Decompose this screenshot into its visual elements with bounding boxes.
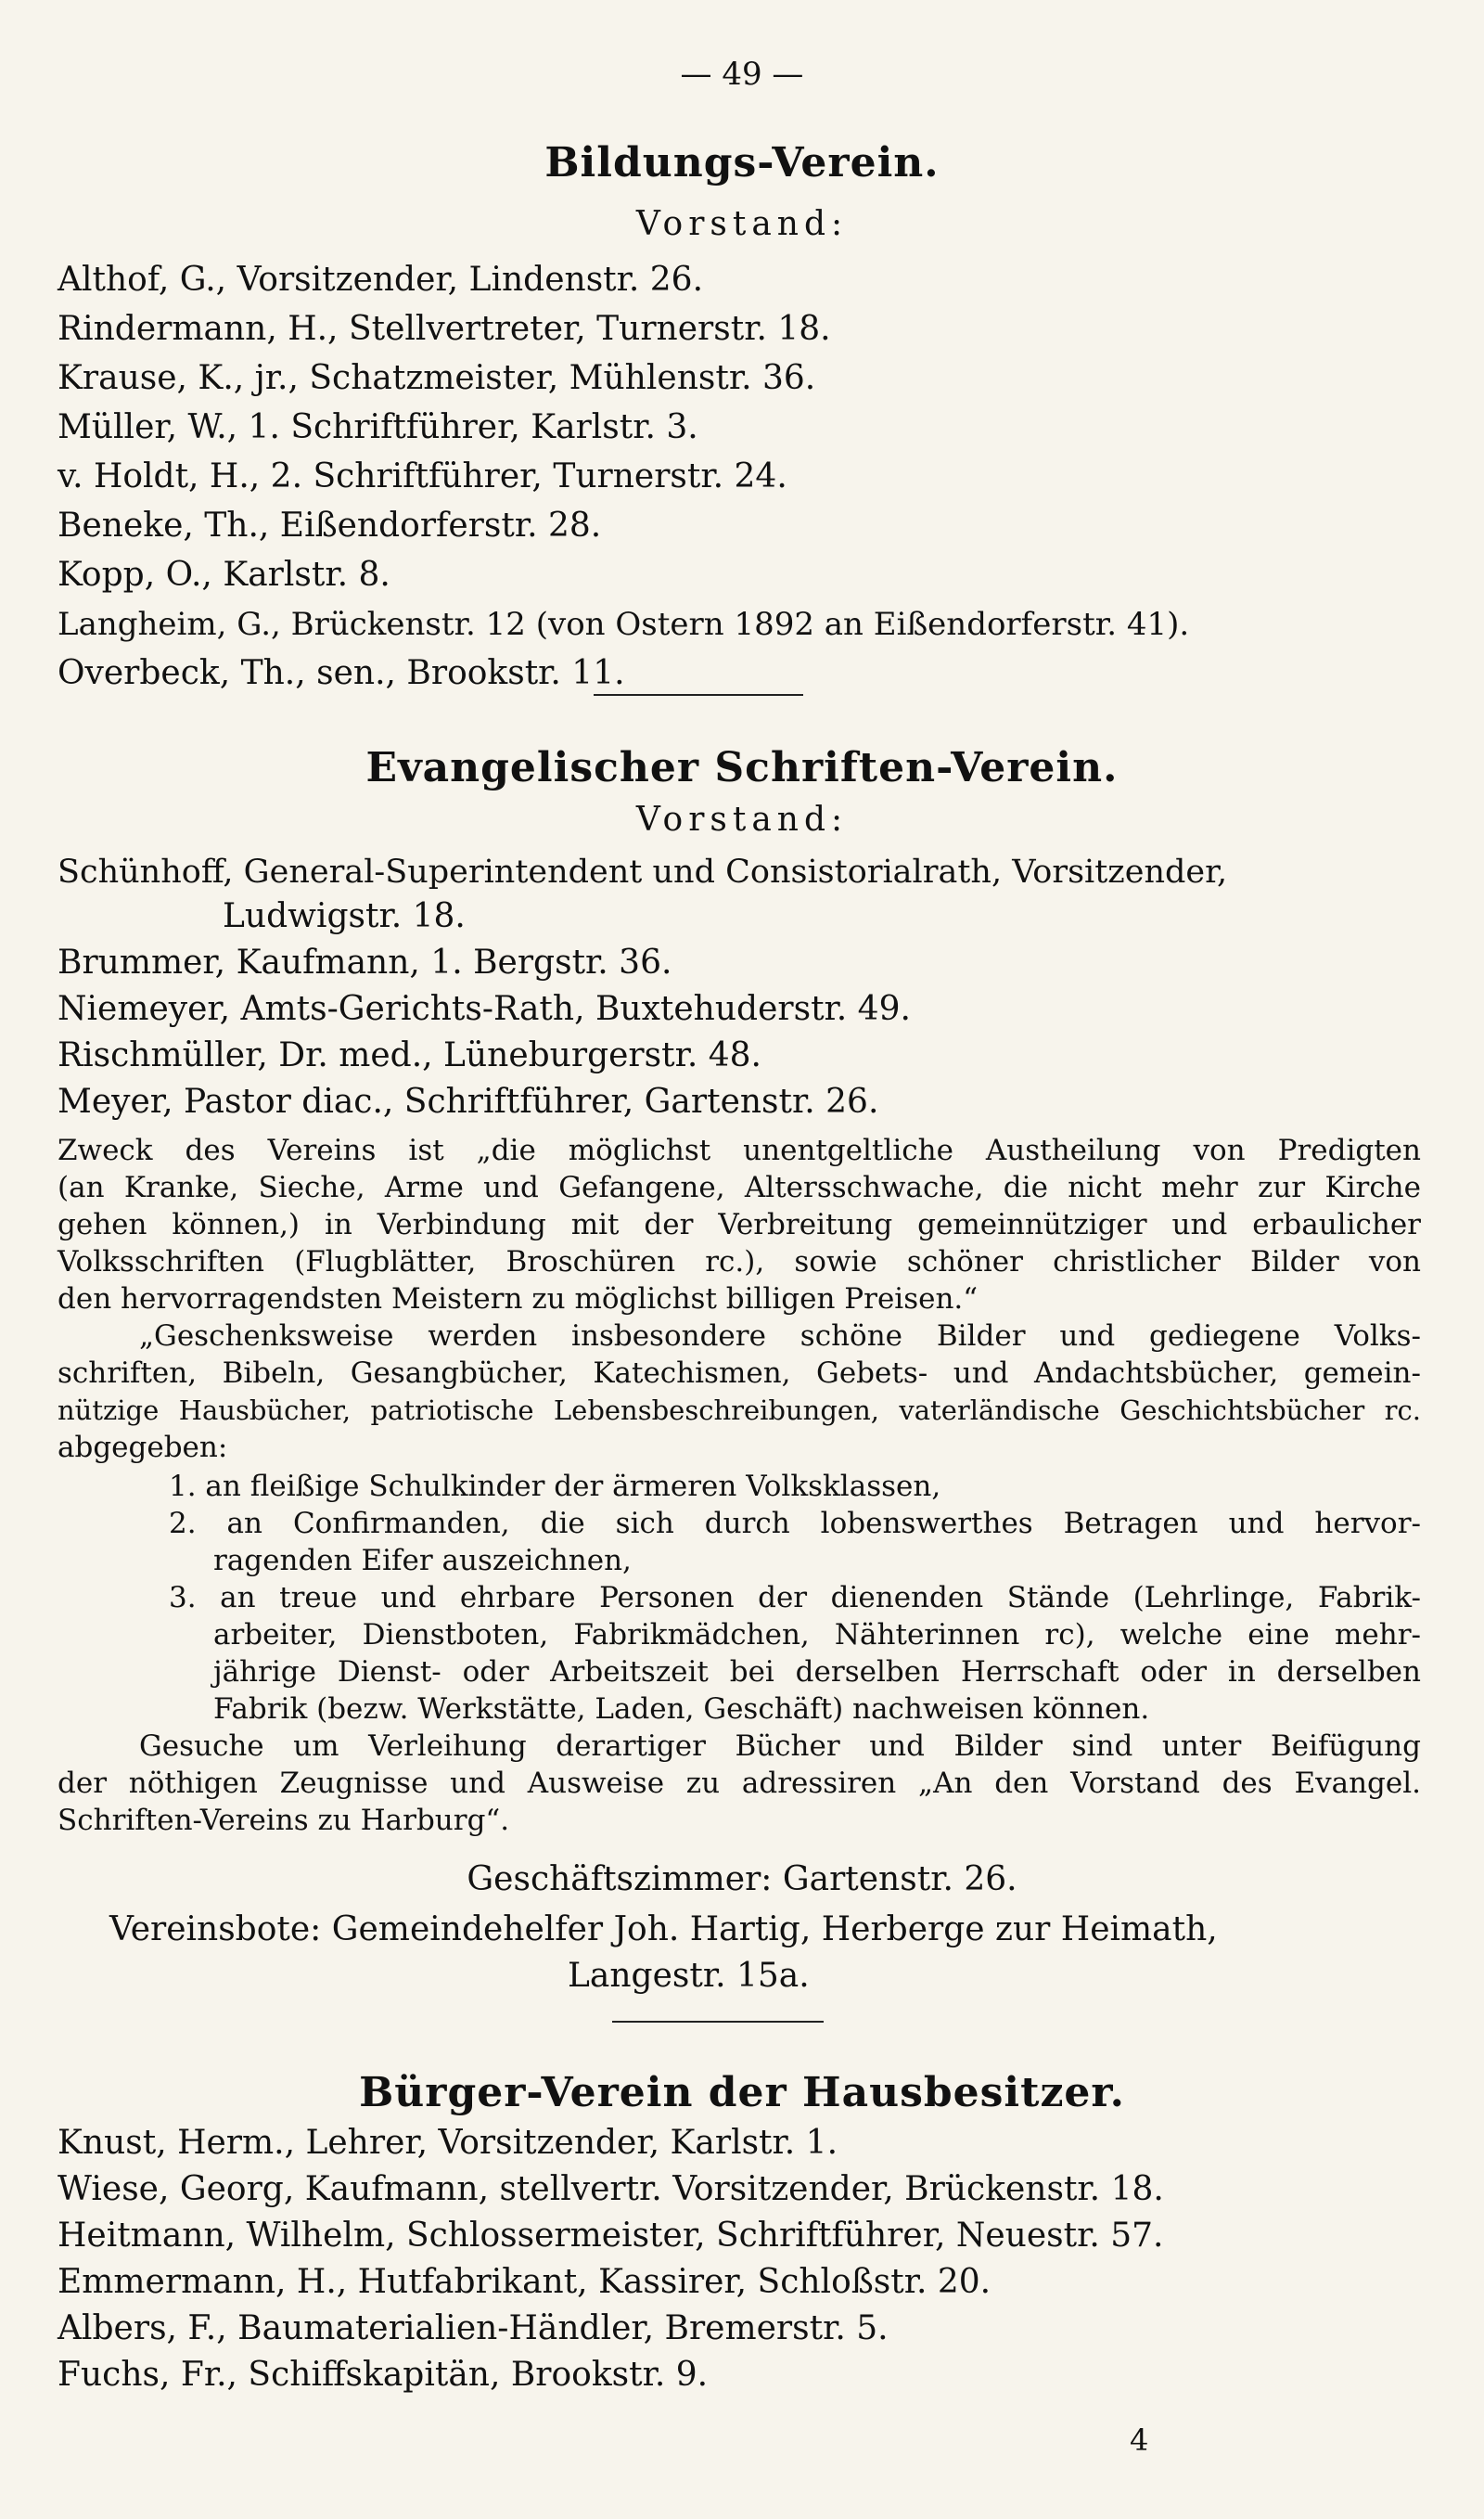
member-entry: Kopp, O., Karlstr. 8. — [58, 556, 390, 594]
member-entry: Schünhoff, General-Superintendent und Consistorialrath, Vorsitzender, — [58, 854, 1228, 891]
member-entry: Niemeyer, Amts-Gerichts-Rath, Buxtehuderstr. 49. — [58, 990, 911, 1028]
section-title-bildungs-verein: Bildungs-Verein. — [544, 139, 940, 186]
member-entry: Wiese, Georg, Kaufmann, stellvertr. Vorsitzender, Brückenstr. 18. — [58, 2170, 1164, 2208]
member-entry: Heitmann, Wilhelm, Schlossermeister, Schriftführer, Neuestr. 57. — [58, 2217, 1164, 2255]
section-subtitle: Vorstand: — [635, 801, 849, 839]
member-entry: Emmermann, H., Hutfabrikant, Kassirer, Schloßstr. 20. — [58, 2263, 991, 2301]
page-number: — 49 — — [680, 56, 804, 93]
paragraph-line: der nöthigen Zeugnisse und Ausweise zu adressiren „An den Vorstand des Evangel. — [58, 1767, 1421, 1800]
member-entry: Fuchs, Fr., Schiffskapitän, Brookstr. 9. — [58, 2356, 709, 2394]
paragraph-line: schriften, Bibeln, Gesangbücher, Katechismen, Gebets- und Andachtsbücher, gemein- — [58, 1356, 1421, 1390]
member-entry: v. Holdt, H., 2. Schriftführer, Turnerstr. 24. — [58, 457, 787, 495]
list-item: 2. an Confirmanden, die sich durch lobenswerthes Betragen und hervor- — [169, 1507, 1421, 1540]
member-entry: Knust, Herm., Lehrer, Vorsitzender, Karlstr. 1. — [58, 2124, 838, 2162]
paragraph-line: den hervorragendsten Meistern zu möglichst billigen Preisen.“ — [58, 1282, 979, 1316]
paragraph-line: (an Kranke, Sieche, Arme und Gefangene, Altersschwache, die nicht mehr zur Kirche — [58, 1171, 1421, 1204]
member-entry-continuation: Ludwigstr. 18. — [223, 897, 466, 935]
list-item-continuation: ragenden Eifer auszeichnen, — [213, 1544, 632, 1577]
list-item: 3. an treue und ehrbare Personen der dienenden Stände (Lehrlinge, Fabrik- — [169, 1581, 1421, 1614]
section-divider — [594, 694, 803, 696]
messenger-line-continuation: Langestr. 15a. — [568, 1957, 810, 1995]
member-entry: Rischmüller, Dr. med., Lüneburgerstr. 48. — [58, 1036, 761, 1074]
paragraph-line: Schriften-Vereins zu Harburg“. — [58, 1804, 510, 1837]
paragraph-line: Volksschriften (Flugblätter, Broschüren rc.), sowie schöner christlicher Bilder von — [58, 1245, 1421, 1279]
paragraph-line: gehen können,) in Verbindung mit der Verbreitung gemeinnütziger und erbaulicher — [58, 1208, 1421, 1241]
section-divider — [612, 2021, 824, 2023]
signature-mark: 4 — [1130, 2423, 1149, 2458]
member-entry: Overbeck, Th., sen., Brookstr. 11. — [58, 654, 625, 692]
paragraph-line: abgegeben: — [58, 1431, 228, 1464]
list-item-continuation: jährige Dienst- oder Arbeitszeit bei derselben Herrschaft oder in derselben — [213, 1655, 1421, 1689]
member-entry: Müller, W., 1. Schriftführer, Karlstr. 3. — [58, 408, 698, 446]
member-entry: Rindermann, H., Stellvertreter, Turnerstr. 18. — [58, 310, 831, 348]
member-entry: Langheim, G., Brückenstr. 12 (von Ostern 1892 an Eißendorferstr. 41). — [58, 606, 1190, 643]
member-entry: Brummer, Kaufmann, 1. Bergstr. 36. — [58, 944, 672, 982]
list-item: 1. an fleißige Schulkinder der ärmeren Volksklassen, — [169, 1470, 941, 1503]
list-item-continuation: arbeiter, Dienstboten, Fabrikmädchen, Nähterinnen rc), welche eine mehr- — [213, 1618, 1421, 1651]
member-entry: Albers, F., Baumaterialien-Händler, Bremerstr. 5. — [58, 2309, 889, 2347]
paragraph-line: Gesuche um Verleihung derartiger Bücher und Bilder sind unter Beifügung — [139, 1729, 1421, 1763]
member-entry: Krause, K., jr., Schatzmeister, Mühlenstr. 36. — [58, 359, 816, 397]
section-subtitle: Vorstand: — [635, 205, 849, 243]
member-entry: Althof, G., Vorsitzender, Lindenstr. 26. — [58, 261, 704, 299]
paragraph-line: „Geschenksweise werden insbesondere schöne Bilder und gediegene Volks- — [139, 1319, 1421, 1353]
section-title-buerger-verein: Bürger-Verein der Hausbesitzer. — [359, 2069, 1125, 2116]
office-address: Geschäftszimmer: Gartenstr. 26. — [467, 1860, 1017, 1898]
member-entry: Beneke, Th., Eißendorferstr. 28. — [58, 507, 602, 545]
messenger-line: Vereinsbote: Gemeindehelfer Joh. Hartig, Herberge zur Heimath, — [109, 1910, 1218, 1948]
section-title-evangelischer-schriften-verein: Evangelischer Schriften-Verein. — [365, 744, 1119, 791]
paragraph-line: nützige Hausbücher, patriotische Lebensbeschreibungen, vaterländische Geschichtsbücher rc. — [58, 1394, 1421, 1426]
member-entry: Meyer, Pastor diac., Schriftführer, Gartenstr. 26. — [58, 1083, 879, 1121]
paragraph-line: Zweck des Vereins ist „die möglichst unentgeltliche Austheilung von Predigten — [58, 1134, 1421, 1167]
list-item-continuation: Fabrik (bezw. Werkstätte, Laden, Geschäft) nachweisen können. — [213, 1692, 1150, 1726]
